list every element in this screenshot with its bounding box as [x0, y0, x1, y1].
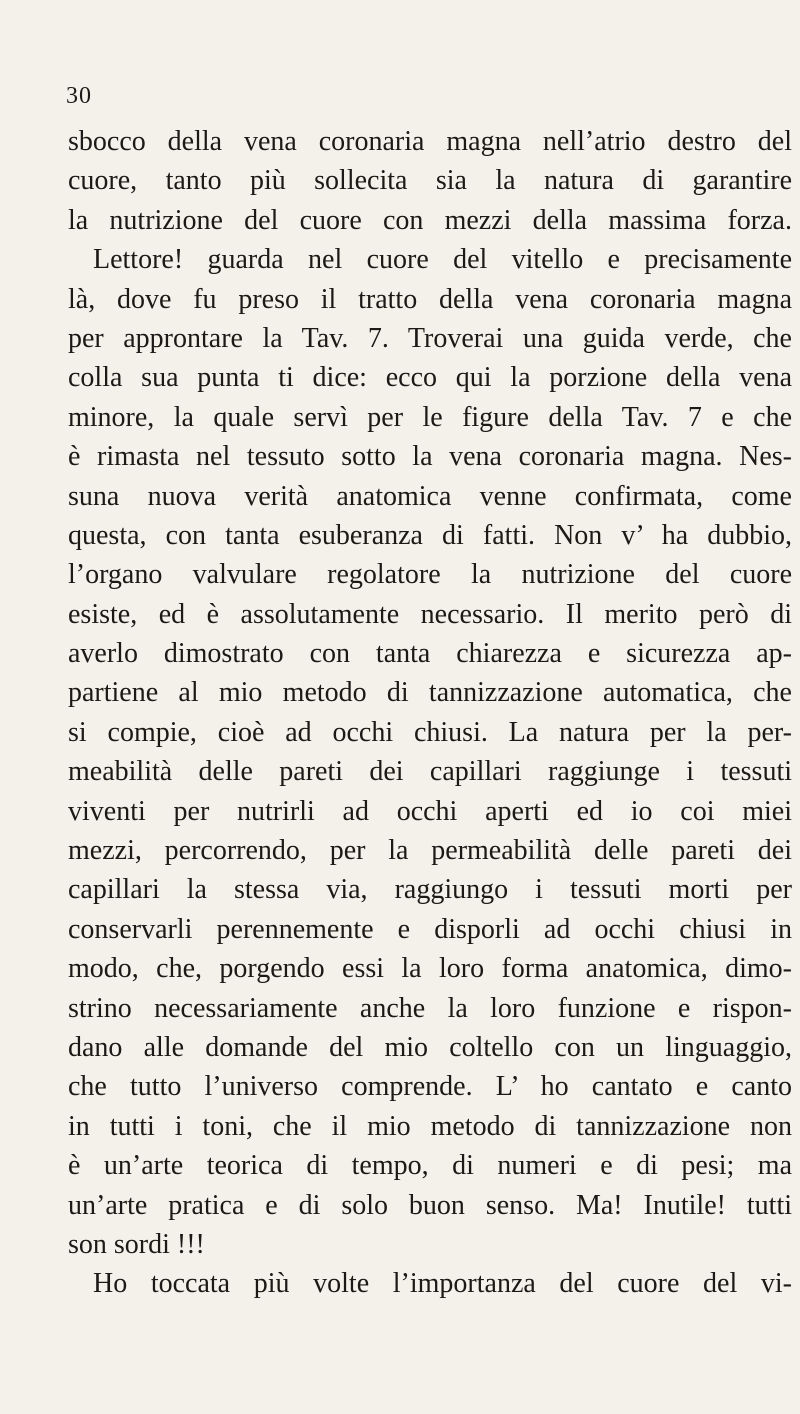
text-line: son sordi !!!	[68, 1228, 205, 1260]
text-line: suna nuova verità anatomica venne confirmata, come	[68, 480, 792, 512]
text-line: l’organo valvulare regolatore la nutrizione del cuore	[68, 559, 792, 591]
text-line: è rimasta nel tessuto sotto la vena coronaria magna. Nes-	[68, 441, 792, 473]
text-line: esiste, ed è assolutamente necessario. Il merito però di	[68, 598, 792, 630]
text-line: Ho toccata più volte l’importanza del cuore del vi-	[93, 1268, 792, 1300]
text-line: averlo dimostrato con tanta chiarezza e sicurezza ap-	[68, 638, 792, 670]
text-line: Lettore! guarda nel cuore del vitello e precisamente	[93, 244, 792, 276]
text-line: dano alle domande del mio coltello con un linguaggio,	[68, 1031, 792, 1063]
text-line: per approntare la Tav. 7. Troverai una guida verde, che	[68, 322, 792, 354]
text-line: un’arte pratica e di solo buon senso. Ma! Inutile! tutti	[68, 1189, 792, 1221]
text-line: viventi per nutrirli ad occhi aperti ed io coi miei	[68, 795, 792, 827]
text-line: sbocco della vena coronaria magna nell’atrio destro del	[68, 126, 792, 157]
text-line: mezzi, percorrendo, per la permeabilità delle pareti dei	[68, 835, 792, 867]
text-line: strino necessariamente anche la loro funzione e rispon-	[68, 992, 792, 1024]
text-line: questa, con tanta esuberanza di fatti. Non v’ ha dubbio,	[68, 519, 792, 551]
text-line: partiene al mio metodo di tannizzazione automatica, che	[68, 677, 792, 709]
text-line: modo, che, porgendo essi la loro forma anatomica, dimo-	[68, 953, 792, 985]
text-line: in tutti i toni, che il mio metodo di tannizzazione non	[68, 1110, 792, 1142]
text-line: è un’arte teorica di tempo, di numeri e di pesi; ma	[68, 1150, 792, 1182]
text-line: meabilità delle pareti dei capillari raggiunge i tessuti	[68, 756, 792, 788]
text-line: là, dove fu preso il tratto della vena coronaria magna	[68, 283, 792, 315]
text-line: la nutrizione del cuore con mezzi della massima forza.	[68, 204, 792, 236]
text-line: capillari la stessa via, raggiungo i tessuti morti per	[68, 874, 792, 906]
text-line: si compie, cioè ad occhi chiusi. La natura per la per-	[68, 716, 792, 748]
page-number: 30	[66, 83, 92, 109]
text-line: colla sua punta ti dice: ecco qui la porzione della vena	[68, 362, 792, 394]
text-line: conservarli perennemente e disporli ad occhi chiusi in	[68, 913, 792, 945]
body-text	[68, 122, 792, 1304]
text-line: minore, la quale servì per le figure della Tav. 7 e che	[68, 401, 792, 433]
text-line: che tutto l’universo comprende. L’ ho cantato e canto	[68, 1071, 792, 1103]
text-line: cuore, tanto più sollecita sia la natura di garantire	[68, 165, 792, 197]
